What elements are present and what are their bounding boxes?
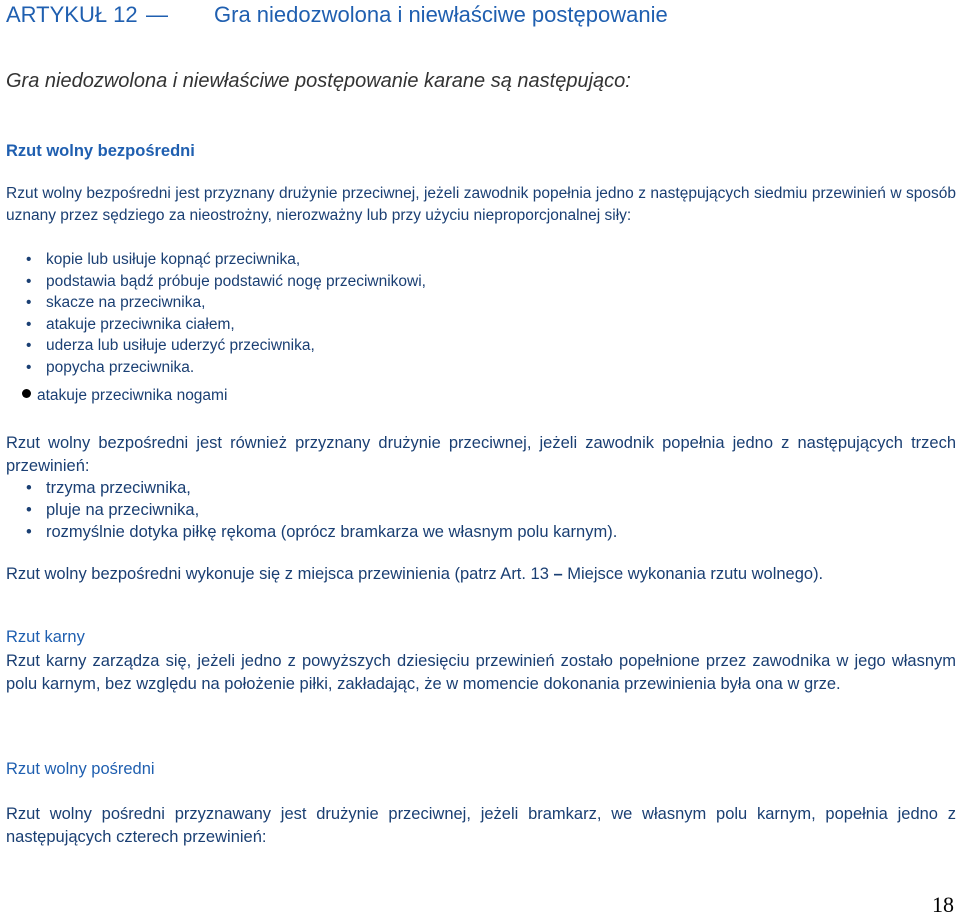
indirect-free-kick-text: Rzut wolny pośredni przyznawany jest drużynie przeciwnej, jeżeli bramkarz, we własnym polu karnym, popełnia jedno z następujących czterech przewinień: bbox=[6, 805, 956, 846]
bullet-icon: • bbox=[26, 294, 32, 312]
list-item: • pluje na przeciwnika, bbox=[26, 501, 200, 519]
list-item-extra: atakuje przeciwnika nogami bbox=[6, 387, 227, 405]
direct-free-kick-also-intro: Rzut wolny bezpośredni jest również przyznany drużynie przeciwnej, jeżeli zawodnik popełnia jedno z następujących trzech przewinień: bbox=[6, 434, 956, 475]
heading-dash: — bbox=[146, 2, 168, 27]
large-bullet-icon bbox=[22, 389, 31, 398]
bullet-icon: • bbox=[26, 337, 32, 355]
article-title: Gra niedozwolona i niewłaściwe postępowanie bbox=[214, 2, 668, 27]
direct-free-kick-execution: Rzut wolny bezpośredni wykonuje się z miejsca przewinienia (patrz Art. 13 – Miejsce wykonania rzutu wolnego). bbox=[6, 565, 824, 583]
list-item: • podstawia bądź próbuje podstawić nogę przeciwnikowi, bbox=[6, 271, 426, 293]
article-subtitle: Gra niedozwolona i niewłaściwe postępowanie karane są następująco: bbox=[6, 70, 631, 92]
list-item: • uderza lub usiłuje uderzyć przeciwnika, bbox=[6, 335, 426, 357]
bullet-icon: • bbox=[26, 272, 32, 290]
article-heading bbox=[6, 2, 668, 28]
penalty-kick-text: Rzut karny zarządza się, jeżeli jedno z powyższych dziesięciu przewinień zostało popełnione przez zawodnika w jego własnym polu karnym, bez względu na położenie piłki, zakładając, że w momencie dokonania przewinienia była ona w grze. bbox=[6, 652, 956, 693]
bullet-icon: • bbox=[26, 501, 32, 519]
bullet-icon: • bbox=[26, 358, 32, 376]
page-number: 18 bbox=[932, 892, 954, 917]
list-item: • atakuje przeciwnika ciałem, bbox=[6, 314, 426, 336]
bullet-icon: • bbox=[26, 315, 32, 333]
bullet-icon: • bbox=[26, 479, 32, 497]
list-item: • trzyma przeciwnika, bbox=[26, 479, 191, 497]
list-item: • kopie lub usiłuje kopnąć przeciwnika, bbox=[6, 249, 426, 271]
section-title-direct-free-kick: Rzut wolny bezpośredni bbox=[6, 142, 195, 160]
direct-free-kick-also-list bbox=[6, 477, 617, 543]
direct-free-kick-intro: Rzut wolny bezpośredni jest przyznany drużynie przeciwnej, jeżeli zawodnik popełnia jedno z następujących siedmiu przewinień w sposób uznany przez sędziego za nieostrożny, nierozważny lub przy użyciu nieproporcjonalnej siły: bbox=[6, 185, 956, 224]
list-item: • skacze na przeciwnika, bbox=[6, 292, 426, 314]
list-item: • popycha przeciwnika. bbox=[6, 357, 426, 379]
list-item: • rozmyślnie dotyka piłkę rękoma (oprócz bramkarza we własnym polu karnym). bbox=[26, 523, 618, 541]
section-title-indirect-free-kick: Rzut wolny pośredni bbox=[6, 760, 155, 778]
bullet-icon: • bbox=[26, 251, 32, 268]
direct-free-kick-offences-list bbox=[6, 249, 426, 379]
section-title-penalty-kick: Rzut karny bbox=[6, 628, 85, 646]
article-number: ARTYKUŁ 12 bbox=[6, 2, 138, 27]
bullet-icon: • bbox=[26, 523, 32, 541]
